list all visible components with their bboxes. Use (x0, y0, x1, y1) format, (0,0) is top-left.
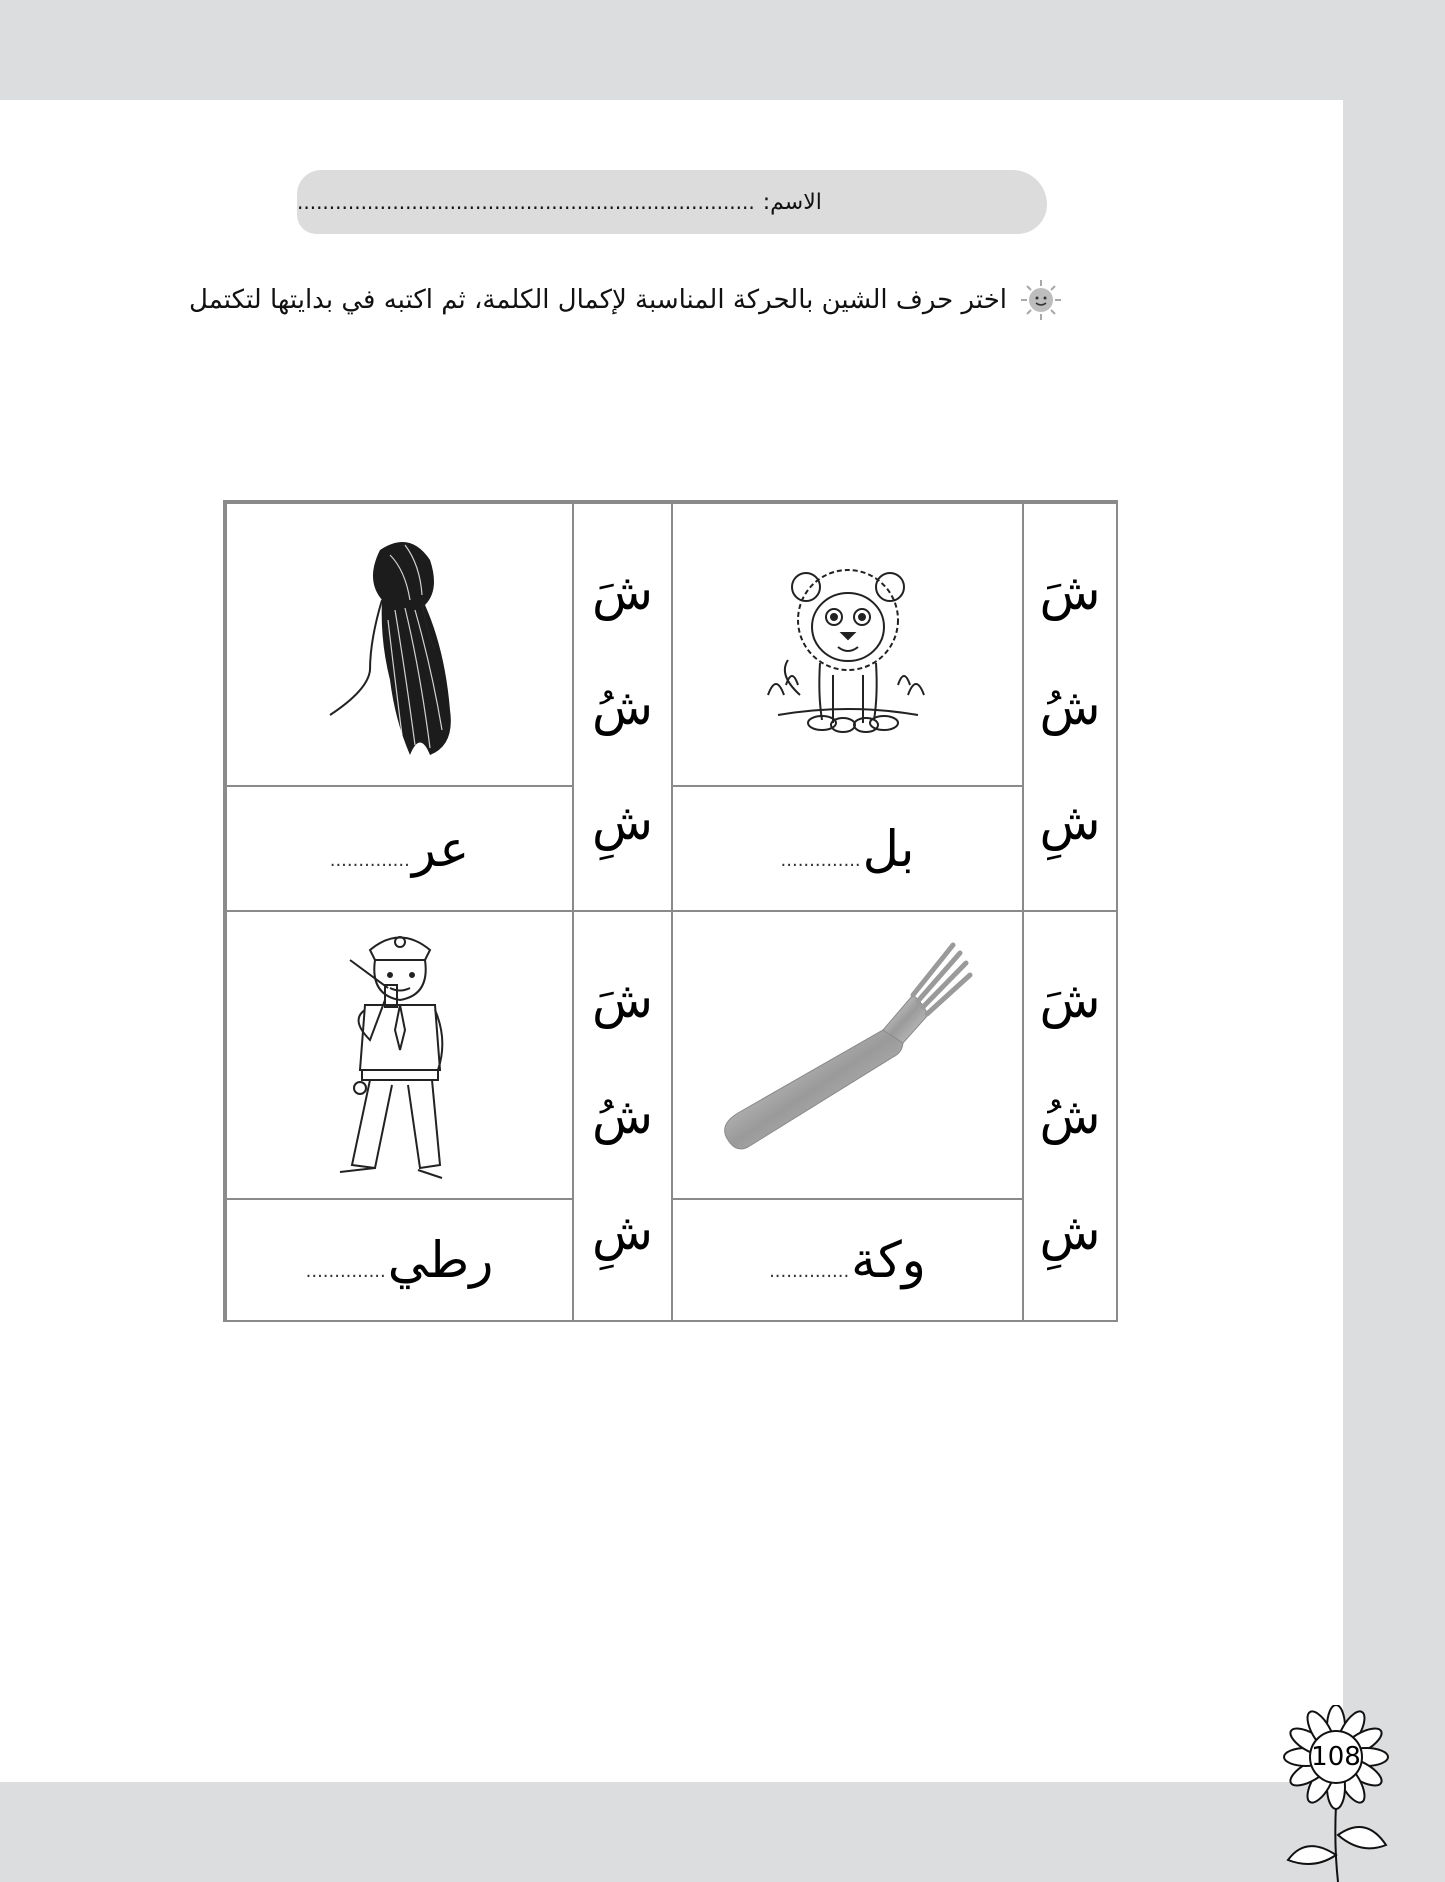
word-ending: رطي (387, 1231, 494, 1289)
word-completion[interactable] (306, 1231, 494, 1289)
flower-icon (1276, 1705, 1396, 1882)
police-officer-icon (330, 920, 470, 1190)
word-completion[interactable] (781, 820, 915, 878)
letter-option[interactable]: شَ (591, 562, 654, 621)
letter-option[interactable]: شُ (591, 677, 654, 736)
word-cell (225, 785, 574, 912)
exercise-grid (223, 500, 1118, 1322)
letter-column (572, 910, 673, 1322)
fork-icon (698, 935, 998, 1175)
write-blank[interactable]: .............. (329, 849, 410, 871)
picture-cell (225, 502, 574, 787)
letter-option[interactable]: شُ (591, 1087, 654, 1145)
instruction-text: اختر حرف الشين بالحركة المناسبة لإكمال الكلمة، ثم اكتبه في بدايتها لتكتمل (189, 285, 1007, 315)
ponytail-hair-icon (310, 530, 490, 760)
picture-cell (225, 910, 574, 1200)
write-blank[interactable]: .............. (305, 1261, 386, 1282)
word-ending: وكة (851, 1231, 926, 1289)
letter-option[interactable]: شُ (1039, 1087, 1101, 1145)
word-completion[interactable] (769, 1231, 926, 1289)
letter-option[interactable]: شَ (1039, 562, 1101, 621)
picture-cell (671, 910, 1024, 1200)
word-cell (225, 1198, 574, 1322)
letter-option[interactable]: شِ (1039, 1203, 1101, 1261)
name-label: الاسم: (762, 189, 822, 215)
letter-column (572, 502, 673, 912)
instruction (189, 278, 1063, 322)
picture-cell (671, 502, 1024, 787)
letter-column (1022, 910, 1118, 1322)
page-number: 108 (1311, 1742, 1361, 1772)
letter-option[interactable]: شِ (591, 793, 654, 852)
letter-column (1022, 502, 1118, 912)
word-cell (671, 785, 1024, 912)
letter-option[interactable]: شُ (1039, 677, 1101, 736)
lion-cub-icon (738, 545, 958, 745)
letter-option[interactable]: شِ (1039, 793, 1101, 852)
write-blank[interactable]: .............. (769, 1261, 850, 1282)
word-cell (671, 1198, 1024, 1322)
letter-option[interactable]: شِ (591, 1203, 654, 1261)
word-completion[interactable] (330, 820, 470, 878)
word-ending: عر (411, 819, 470, 878)
worksheet-page (0, 100, 1343, 1782)
letter-option[interactable]: شَ (591, 971, 654, 1029)
sun-icon (1019, 278, 1063, 322)
write-blank[interactable]: .............. (780, 849, 861, 871)
letter-option[interactable]: شَ (1039, 971, 1101, 1029)
word-ending: بل (862, 819, 915, 878)
name-field[interactable] (297, 170, 1047, 234)
name-dots: ........................................................................ (297, 190, 755, 214)
